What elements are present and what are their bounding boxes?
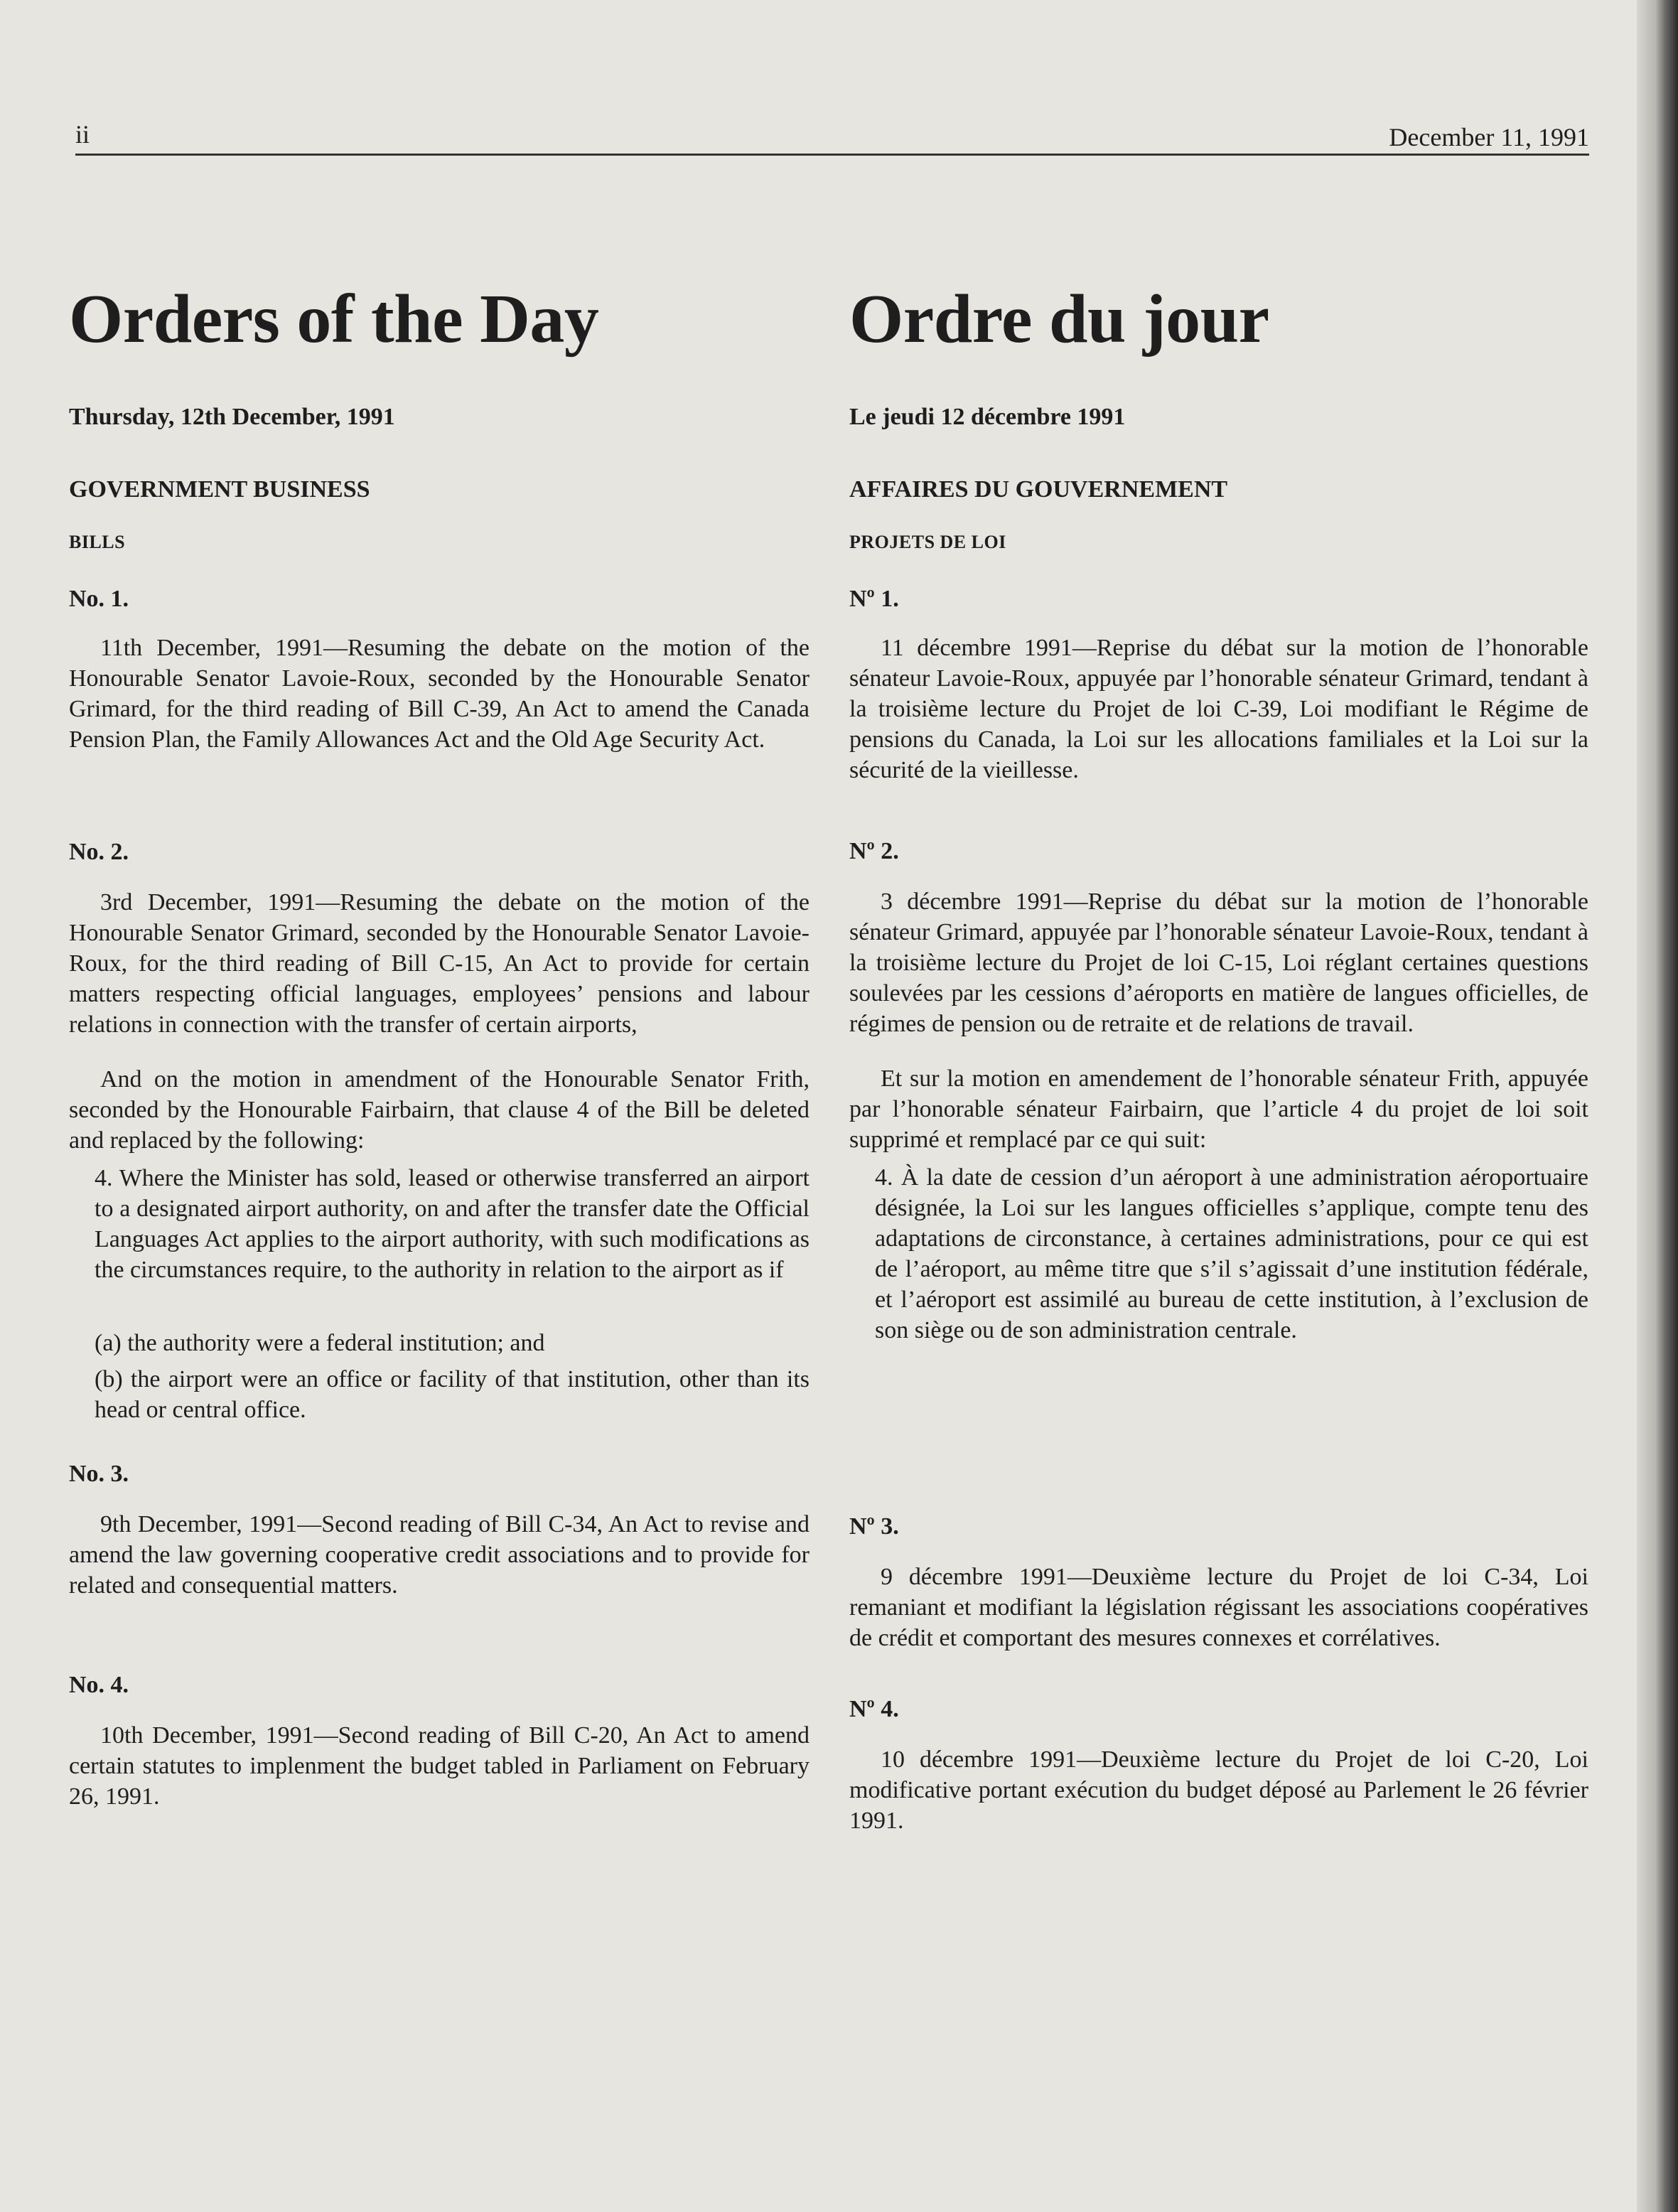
item-number: Nº 4. (849, 1696, 899, 1722)
item-text: 11 décembre 1991—Reprise du débat sur la motion de l’honorable sénateur Lavoie-Roux, appuyée par l’honorable sénateur Grimard, tendant à la troisième lecture du Projet de loi C-39, Loi modifiant le Régime de pensions du Canada, la Loi sur les allocations familiales et la Loi sur la sécurité de la vieillesse. (849, 635, 1588, 783)
item-text: 3 décembre 1991—Reprise du débat sur la motion de l’honorable sénateur Grimard, appuyée par l’honorable sénateur Lavoie-Roux, tendant à la troisième lecture du Projet de loi C-15, Loi réglant certaines questions soulevées par les cessions d’aéroports en matière de langues officielles, de régimes de pension ou de retraite et de relations de travail. (849, 888, 1588, 1037)
page-number: ii (75, 120, 90, 149)
item-number: No. 2. (69, 839, 129, 865)
clause-text: 4. Where the Minister has sold, leased or otherwise transferred an airport to a designated airport authority, on and after the transfer date the Official Languages Act applies to the airport authority, with such modifications as the circumstances require, to the authority in relation to the airport as if (95, 1165, 810, 1283)
item-number: No. 1. (69, 586, 129, 612)
item-text: 3rd December, 1991—Resuming the debate on the motion of the Honourable Senator Grimard, seconded by the Honourable Senator Lavoie-Roux, for the third reading of Bill C-15, An Act to provide for certain matters respecting official languages, employees’ pensions and labour relations in connection with the transfer of certain airports, (69, 889, 810, 1038)
running-header (75, 119, 1589, 156)
subsection-heading-french: PROJETS DE LOI (849, 532, 1006, 552)
page-title-french: Ordre du jour (849, 281, 1269, 358)
page-title-english: Orders of the Day (69, 281, 599, 358)
clause-paragraph-b: (b) the airport were an office or facility of that institution, other than its head or central office. (95, 1366, 810, 1423)
english-column (69, 281, 810, 1812)
french-column (849, 281, 1588, 1836)
page-edge-shadow (1637, 0, 1678, 2212)
item-text: 10th December, 1991—Second reading of Bill C-20, An Act to amend certain statutes to implenment the budget tabled in Parliament on February 26, 1991. (69, 1722, 810, 1810)
section-heading-english: GOVERNMENT BUSINESS (69, 476, 370, 503)
clause-paragraph-a: (a) the authority were a federal institution; and (95, 1330, 545, 1356)
amendment-text: And on the motion in amendment of the Honourable Senator Frith, seconded by the Honourable Fairbairn, that clause 4 of the Bill be deleted and replaced by the following: (69, 1066, 810, 1154)
sitting-date-english: Thursday, 12th December, 1991 (69, 404, 395, 430)
item-text: 9 décembre 1991—Deuxième lecture du Projet de loi C-34, Loi remaniant et modifiant la législation régissant les associations coopératives de crédit et comportant des mesures connexes et corrélatives. (849, 1564, 1588, 1651)
subsection-heading-english: BILLS (69, 532, 126, 552)
item-number: Nº 3. (849, 1513, 899, 1540)
item-number: No. 4. (69, 1672, 129, 1698)
item-number: No. 3. (69, 1461, 129, 1487)
item-text: 11th December, 1991—Resuming the debate on the motion of the Honourable Senator Lavoie-Roux, seconded by the Honourable Senator Grimard, for the third reading of Bill C-39, An Act to amend the Canada Pension Plan, the Family Allowances Act and the Old Age Security Act. (69, 635, 810, 753)
amendment-text: Et sur la motion en amendement de l’honorable sénateur Frith, appuyée par l’honorable sénateur Fairbairn, que l’article 4 du projet de loi soit supprimé et remplacé par ce qui suit: (849, 1065, 1588, 1153)
clause-text: 4. À la date de cession d’un aéroport à une administration aéroportuaire désignée, la Loi sur les langues officielles s’applique, compte tenu des adaptations de circonstance, à certaines administrations, pour ce qui est de l’aéroport, au même titre que s’il s’agissait d’une institution fédérale, et l’aéroport est assimilé au bureau de cette institution, à l’exclusion de son siège ou de son administration centrale. (875, 1164, 1588, 1343)
section-heading-french: AFFAIRES DU GOUVERNEMENT (849, 476, 1228, 503)
running-date: December 11, 1991 (1389, 123, 1589, 151)
item-text: 9th December, 1991—Second reading of Bill C-34, An Act to revise and amend the law governing cooperative credit associations and to provide for related and consequential matters. (69, 1511, 810, 1599)
item-number: Nº 1. (849, 586, 899, 612)
item-number: Nº 2. (849, 838, 899, 864)
sitting-date-french: Le jeudi 12 décembre 1991 (849, 404, 1126, 430)
item-text: 10 décembre 1991—Deuxième lecture du Projet de loi C-20, Loi modificative portant exécution du budget déposé au Parlement le 26 février 1991. (849, 1746, 1588, 1834)
